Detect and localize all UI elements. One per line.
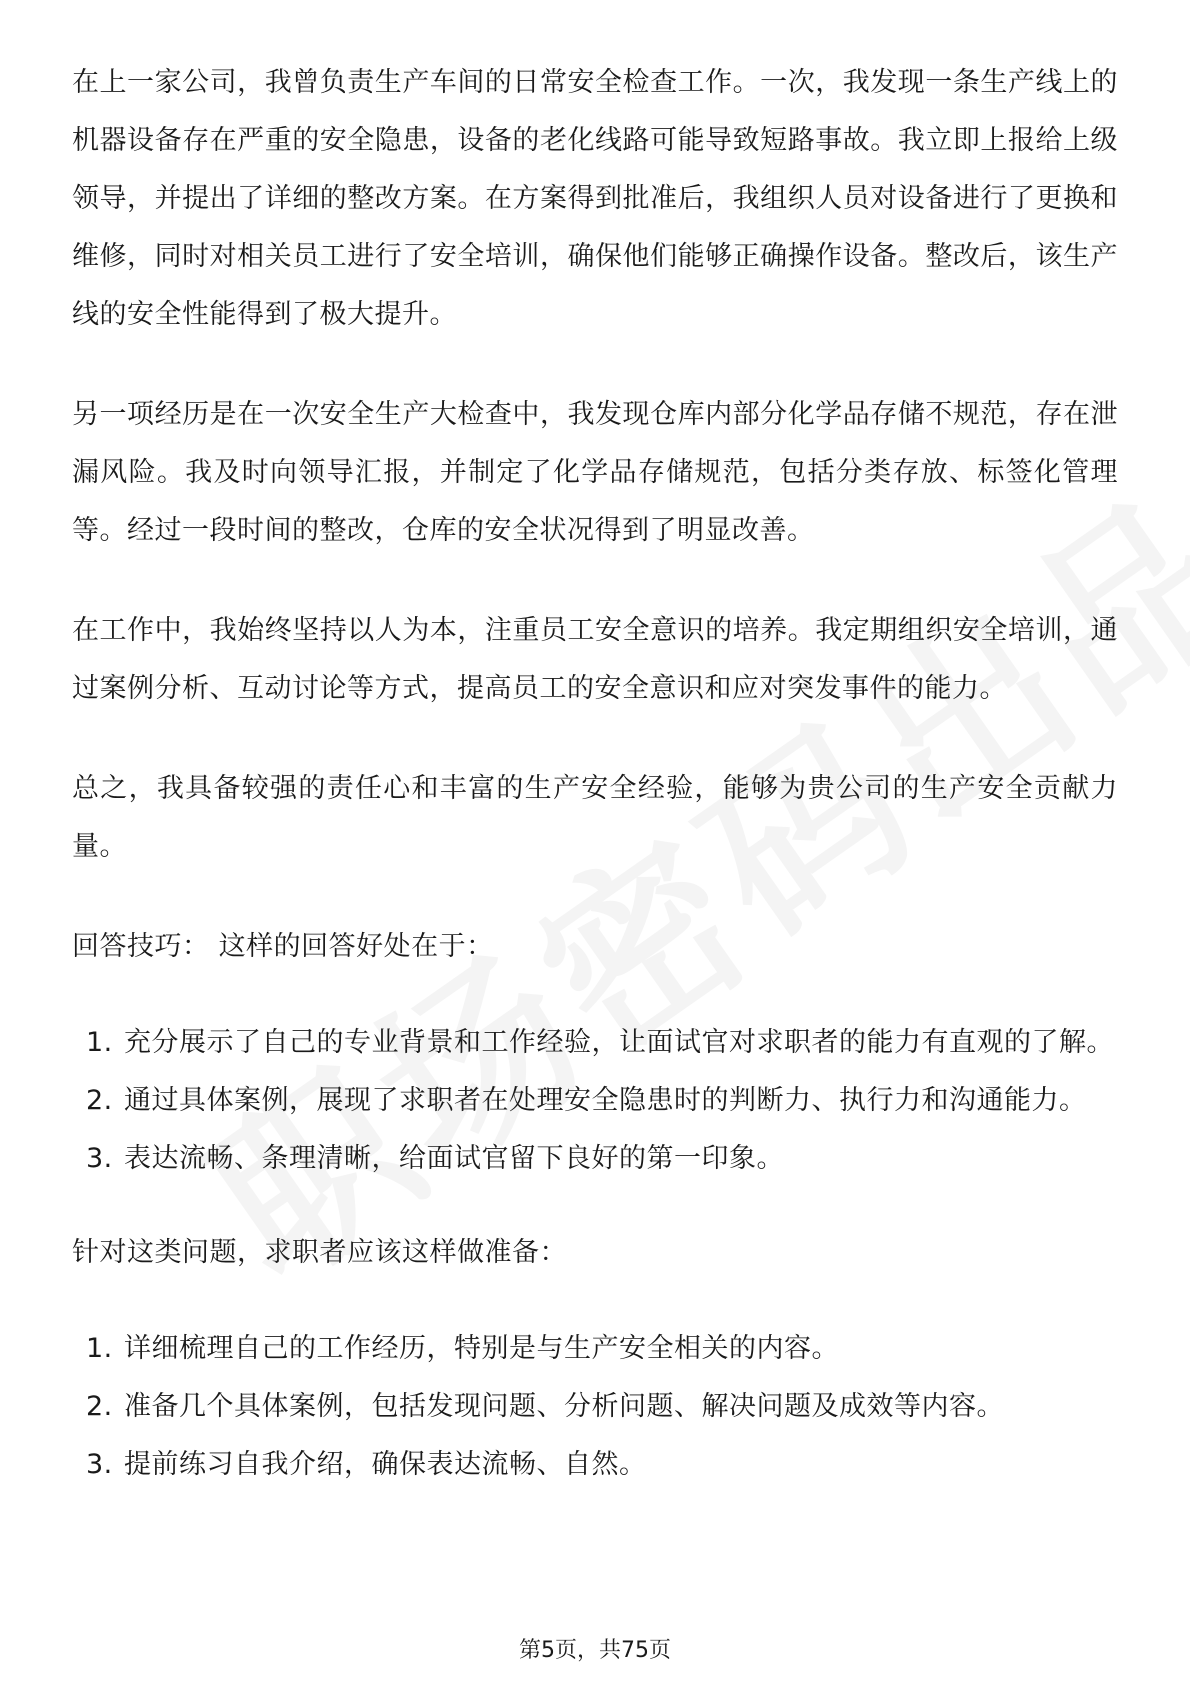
list-item [72, 1130, 1118, 1188]
paragraph-experience-1: 在上一家公司，我曾负责生产车间的日常安全检查工作。一次，我发现一条生产线上的机器设备存在严重的安全隐患，设备的老化线路可能导致短路事故。我立即上报给上级领导，并提出了详细的整改方案。在方案得到批准后，我组织人员对设备进行了更换和维修，同时对相关员工进行了安全培训，确保他们能够正确操作设备。整改后，该生产线的安全性能得到了极大提升。 [72, 67, 1118, 330]
tips-list [72, 1014, 1118, 1188]
tips-heading: 回答技巧： 这样的回答好处在于： [72, 931, 494, 962]
list-item-number: 2. [86, 1085, 113, 1116]
paragraph-summary: 总之，我具备较强的责任心和丰富的生产安全经验，能够为贵公司的生产安全贡献力量。 [72, 773, 1118, 862]
list-item [72, 1378, 1118, 1436]
list-item-text: 充分展示了自己的专业背景和工作经验，让面试官对求职者的能力有直观的了解。 [124, 1027, 1114, 1058]
list-item [72, 1072, 1118, 1130]
list-item-text: 表达流畅、条理清晰，给面试官留下良好的第一印象。 [124, 1143, 784, 1174]
document-body [72, 54, 1118, 1530]
list-item [72, 1014, 1118, 1072]
list-item-text: 通过具体案例，展现了求职者在处理安全隐患时的判断力、执行力和沟通能力。 [124, 1085, 1087, 1116]
page-number: 第5页，共75页 [519, 1638, 671, 1663]
list-item-number: 3. [86, 1449, 113, 1480]
list-item-text: 详细梳理自己的工作经历，特别是与生产安全相关的内容。 [124, 1333, 839, 1364]
list-item [72, 1436, 1118, 1494]
list-item-number: 3. [86, 1143, 113, 1174]
paragraph-experience-2: 另一项经历是在一次安全生产大检查中，我发现仓库内部分化学品存储不规范，存在泄漏风险。我及时向领导汇报，并制定了化学品存储规范，包括分类存放、标签化管理等。经过一段时间的整改，仓库的安全状况得到了明显改善。 [72, 399, 1118, 546]
list-item-text: 准备几个具体案例，包括发现问题、分析问题、解决问题及成效等内容。 [124, 1391, 1004, 1422]
list-item [72, 1320, 1118, 1378]
list-item-number: 1. [86, 1333, 113, 1364]
prep-list [72, 1320, 1118, 1494]
list-item-number: 1. [86, 1027, 113, 1058]
list-item-number: 2. [86, 1391, 113, 1422]
prep-heading: 针对这类问题，求职者应该这样做准备： [72, 1237, 567, 1268]
paragraph-training: 在工作中，我始终坚持以人为本，注重员工安全意识的培养。我定期组织安全培训，通过案例分析、互动讨论等方式，提高员工的安全意识和应对突发事件的能力。 [72, 615, 1118, 704]
list-item-text: 提前练习自我介绍，确保表达流畅、自然。 [124, 1449, 647, 1480]
